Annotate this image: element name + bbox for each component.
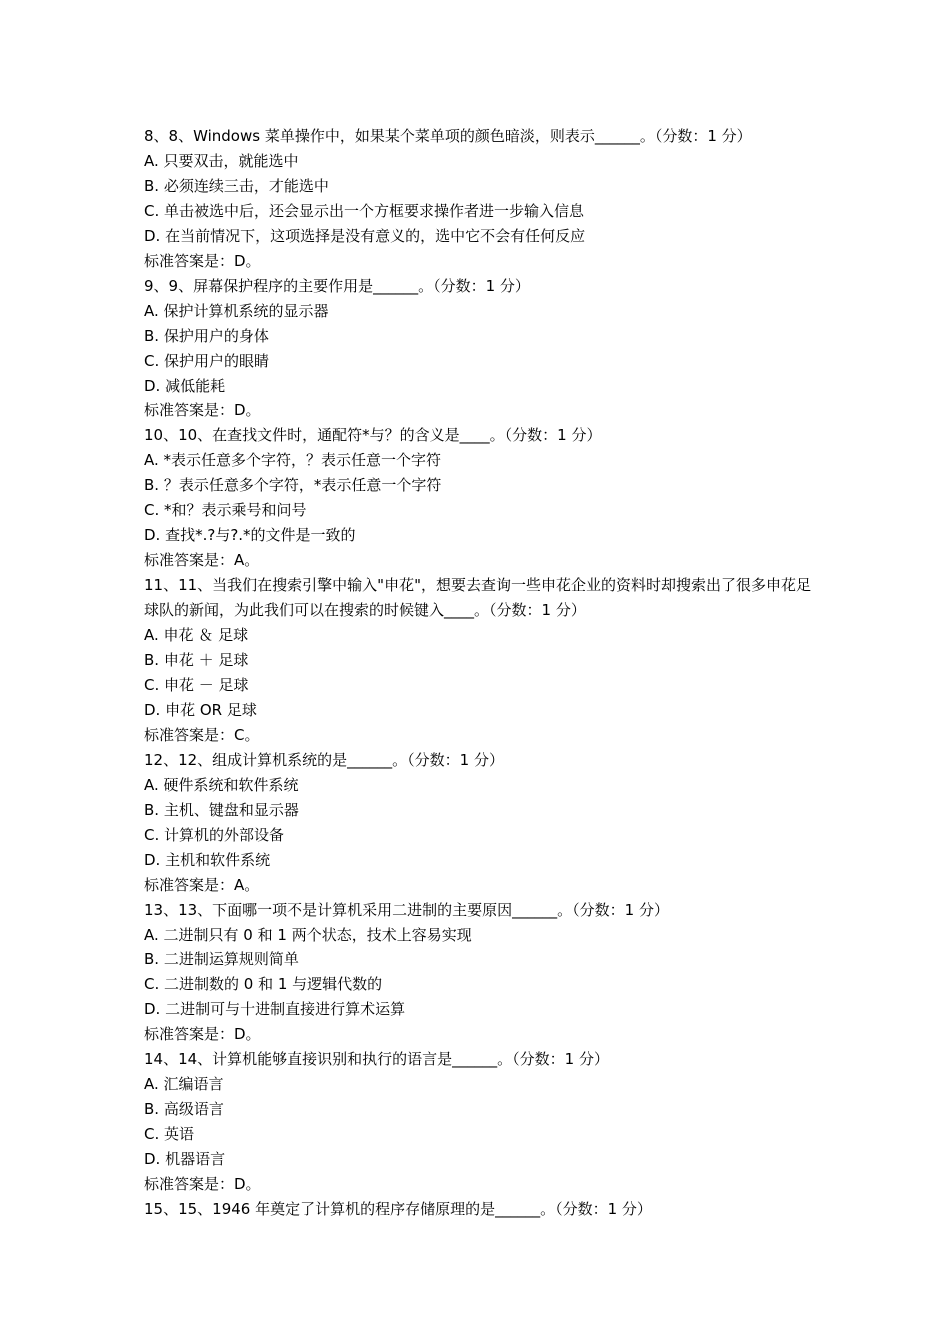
standard-answer: 标准答案是：D。	[144, 401, 261, 420]
question-stem: 14、14、计算机能够直接识别和执行的语言是______。（分数：1 分）	[144, 1050, 609, 1069]
standard-answer: 标准答案是：D。	[144, 251, 261, 270]
question-stem: 13、13、下面哪一项不是计算机采用二进制的主要原因______。（分数：1 分）	[144, 900, 669, 919]
question-stem: 15、15、1946 年奠定了计算机的程序存储原理的是______。（分数：1 分）	[144, 1199, 652, 1218]
question-14	[144, 1047, 814, 1197]
option-b: B. 必须连续三击，才能选中	[144, 176, 329, 195]
standard-answer: 标准答案是：C。	[144, 725, 260, 744]
question-stem: 8、8、Windows 菜单操作中，如果某个菜单项的颜色暗淡，则表示______。（分数：1 分）	[144, 127, 752, 145]
option-d: D. 申花 OR 足球	[144, 700, 257, 719]
option-a: A. 硬件系统和软件系统	[144, 775, 299, 794]
option-d: D. 查找*.?与?.*的文件是一致的	[144, 526, 356, 545]
option-c: C. 保护用户的眼睛	[144, 351, 270, 370]
option-a: A. 只要双击，就能选中	[144, 151, 299, 170]
option-d: D. 机器语言	[144, 1150, 226, 1169]
option-c: C. 单击被选中后，还会显示出一个方框要求操作者进一步输入信息	[144, 201, 585, 220]
standard-answer: 标准答案是：D。	[144, 1175, 261, 1194]
option-b: B. 主机、键盘和显示器	[144, 800, 299, 819]
option-a: A. 汇编语言	[144, 1075, 224, 1094]
question-11	[144, 573, 814, 748]
option-b: B. 高级语言	[144, 1100, 224, 1119]
question-10	[144, 423, 814, 573]
question-stem: 10、10、在查找文件时，通配符*与？的含义是____。（分数：1 分）	[144, 426, 602, 445]
option-d: D. 二进制可与十进制直接进行算术运算	[144, 1000, 406, 1019]
option-c: C. 申花 － 足球	[144, 675, 249, 694]
option-b: B. 二进制运算规则简单	[144, 950, 299, 969]
question-list	[144, 124, 814, 1222]
option-a: A. *表示任意多个字符，？表示任意一个字符	[144, 451, 442, 470]
option-a: A. 二进制只有 0 和 1 两个状态，技术上容易实现	[144, 925, 472, 944]
option-c: C. 计算机的外部设备	[144, 825, 285, 844]
option-b: B. ？表示任意多个字符，*表示任意一个字符	[144, 476, 442, 495]
question-9	[144, 274, 814, 424]
question-8	[144, 124, 814, 274]
standard-answer: 标准答案是：D。	[144, 1025, 261, 1044]
question-13	[144, 898, 814, 1048]
option-d: D. 减低能耗	[144, 376, 226, 395]
option-c: C. *和？表示乘号和问号	[144, 501, 307, 520]
question-stem: 11、11、当我们在搜索引擎中输入"申花"，想要去查询一些申花企业的资料时却搜索出了很多申花足球队的新闻，为此我们可以在搜索的时候键入____。（分数：1 分）	[144, 576, 811, 620]
option-a: A. 保护计算机系统的显示器	[144, 301, 329, 320]
question-15	[144, 1197, 814, 1222]
option-c: C. 英语	[144, 1125, 195, 1144]
option-d: D. 主机和软件系统	[144, 850, 271, 869]
question-stem: 9、9、屏幕保护程序的主要作用是______。（分数：1 分）	[144, 276, 530, 295]
standard-answer: 标准答案是：A。	[144, 875, 260, 894]
option-a: A. 申花 ＆ 足球	[144, 626, 249, 645]
option-c: C. 二进制数的 0 和 1 与逻辑代数的	[144, 975, 383, 994]
option-b: B. 保护用户的身体	[144, 326, 269, 345]
standard-answer: 标准答案是：A。	[144, 551, 260, 570]
question-stem: 12、12、组成计算机系统的是______。（分数：1 分）	[144, 750, 504, 769]
option-d: D. 在当前情况下，这项选择是没有意义的，选中它不会有任何反应	[144, 226, 586, 245]
question-12	[144, 748, 814, 898]
option-b: B. 申花 ＋ 足球	[144, 651, 249, 670]
